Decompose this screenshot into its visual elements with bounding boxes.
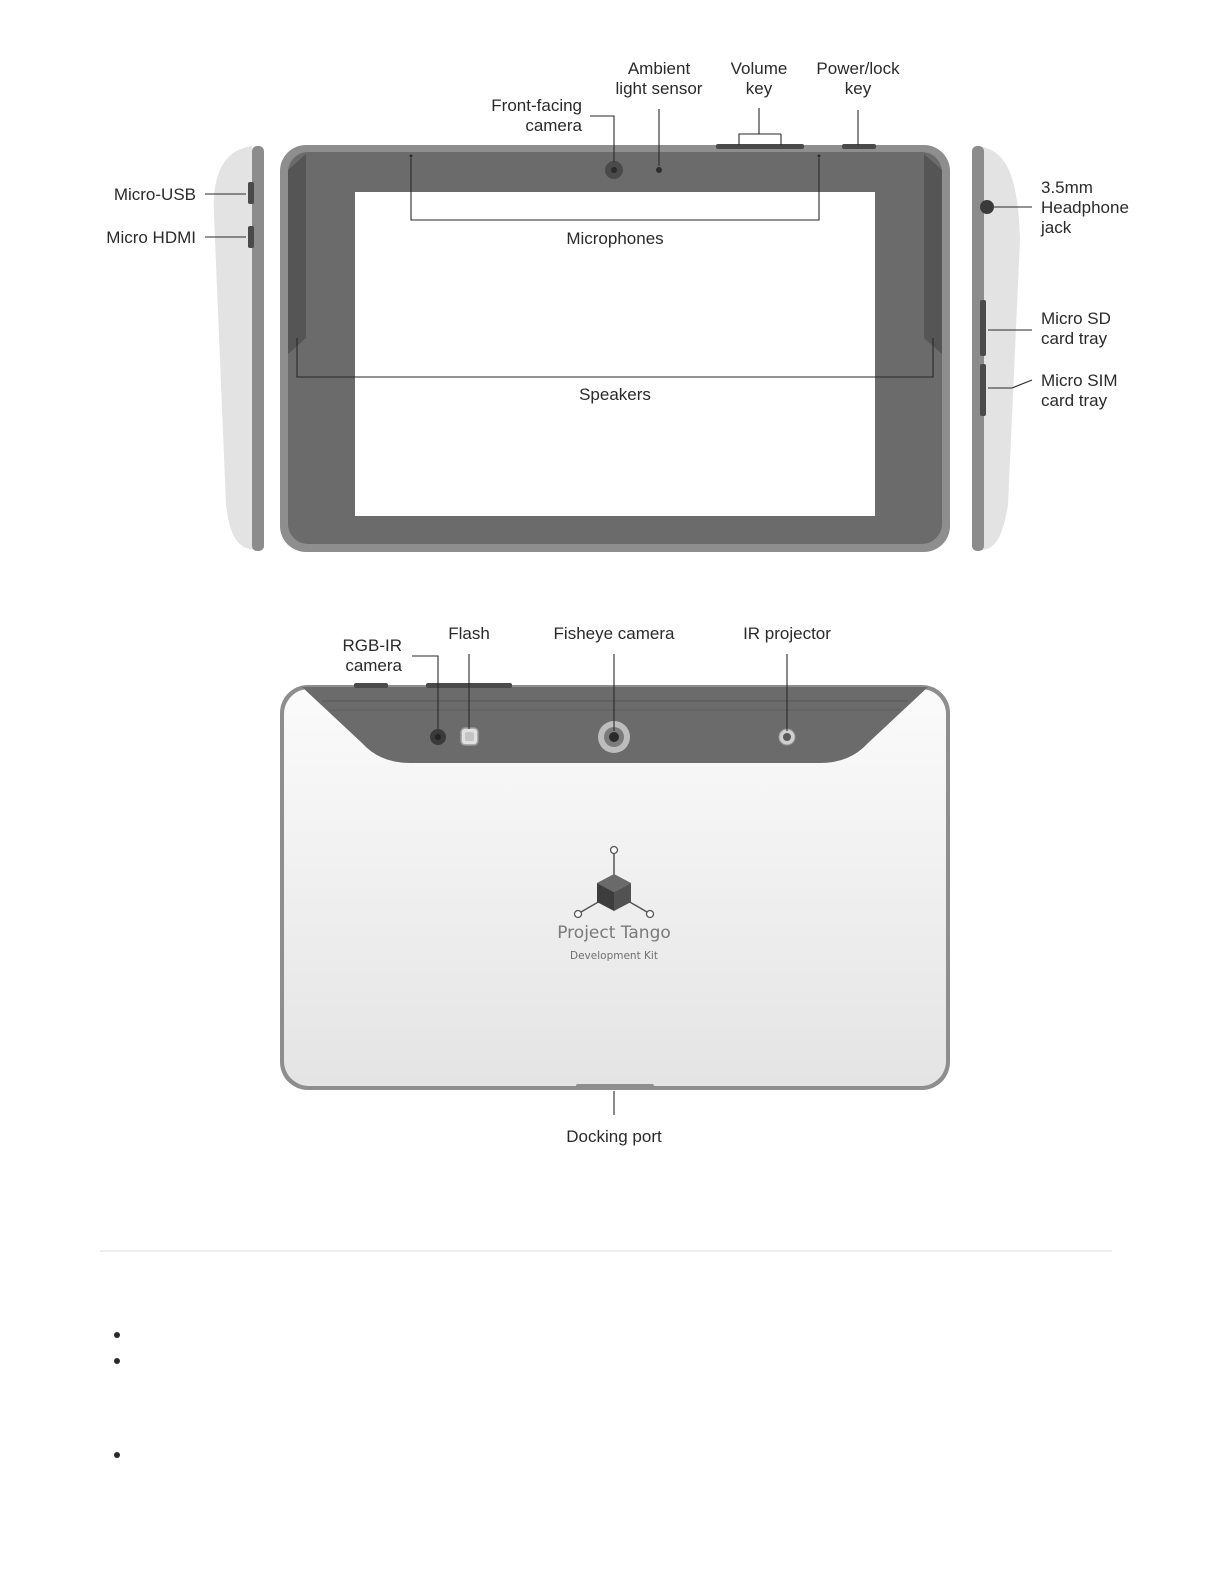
rgb-ir-camera-label-line1: RGB-IR (342, 636, 402, 655)
ambient-light-label-line1: Ambient (627, 59, 691, 78)
ambient-light-label-line2: light sensor (615, 79, 703, 98)
volume-key (716, 144, 804, 149)
microphone-left (410, 155, 413, 158)
microphone-right (818, 155, 821, 158)
micro-sim-label-line1: Micro SIM (1041, 371, 1118, 390)
volume-key-label-line1: Volume (730, 59, 788, 78)
docking-port (576, 1084, 654, 1090)
speakers-label: Speakers (579, 385, 651, 404)
list-bullet (114, 1452, 120, 1458)
headphone-jack-label-line1: 3.5mm (1041, 178, 1093, 197)
tablet-front (280, 144, 950, 552)
micro-hdmi-port (248, 226, 254, 248)
micro-hdmi-label: Micro HDMI (106, 228, 196, 247)
micro-sd-tray (980, 300, 986, 356)
front-camera-label-line1: Front-facing (491, 96, 582, 115)
front-camera-label-line2: camera (525, 116, 582, 135)
ir-projector-label: IR projector (743, 624, 831, 643)
back-view (280, 624, 950, 1146)
micro-usb-label: Micro-USB (113, 185, 196, 204)
micro-usb-port (248, 182, 254, 204)
left-side-profile (214, 146, 264, 551)
list-bullet (114, 1332, 120, 1338)
flash-label: Flash (448, 624, 490, 643)
micro-sd-label-line1: Micro SD (1041, 309, 1111, 328)
microphones-label: Microphones (566, 229, 664, 248)
volume-key-label-line2: key (745, 79, 773, 98)
ambient-light-sensor (656, 167, 662, 173)
headphone-jack (980, 200, 994, 214)
logo-subtitle: Development Kit (570, 950, 658, 962)
headphone-jack-label-line3: jack (1041, 218, 1072, 237)
list-bullet (114, 1358, 120, 1364)
micro-sim-label-line2: card tray (1041, 391, 1108, 410)
power-key-label-line1: Power/lock (816, 59, 900, 78)
headphone-jack-label-line2: Headphone (1041, 198, 1129, 217)
docking-port-label: Docking port (566, 1127, 662, 1146)
micro-sim-tray (980, 364, 986, 416)
rgb-ir-camera-label-line2: camera (345, 656, 402, 675)
power-key-label-line2: key (844, 79, 872, 98)
power-key (842, 144, 876, 149)
right-speaker (924, 154, 942, 354)
left-speaker (288, 154, 306, 354)
front-view (106, 59, 1129, 552)
fisheye-camera-label: Fisheye camera (553, 624, 675, 643)
micro-sd-label-line2: card tray (1041, 329, 1108, 348)
logo-title: Project Tango (557, 923, 671, 943)
